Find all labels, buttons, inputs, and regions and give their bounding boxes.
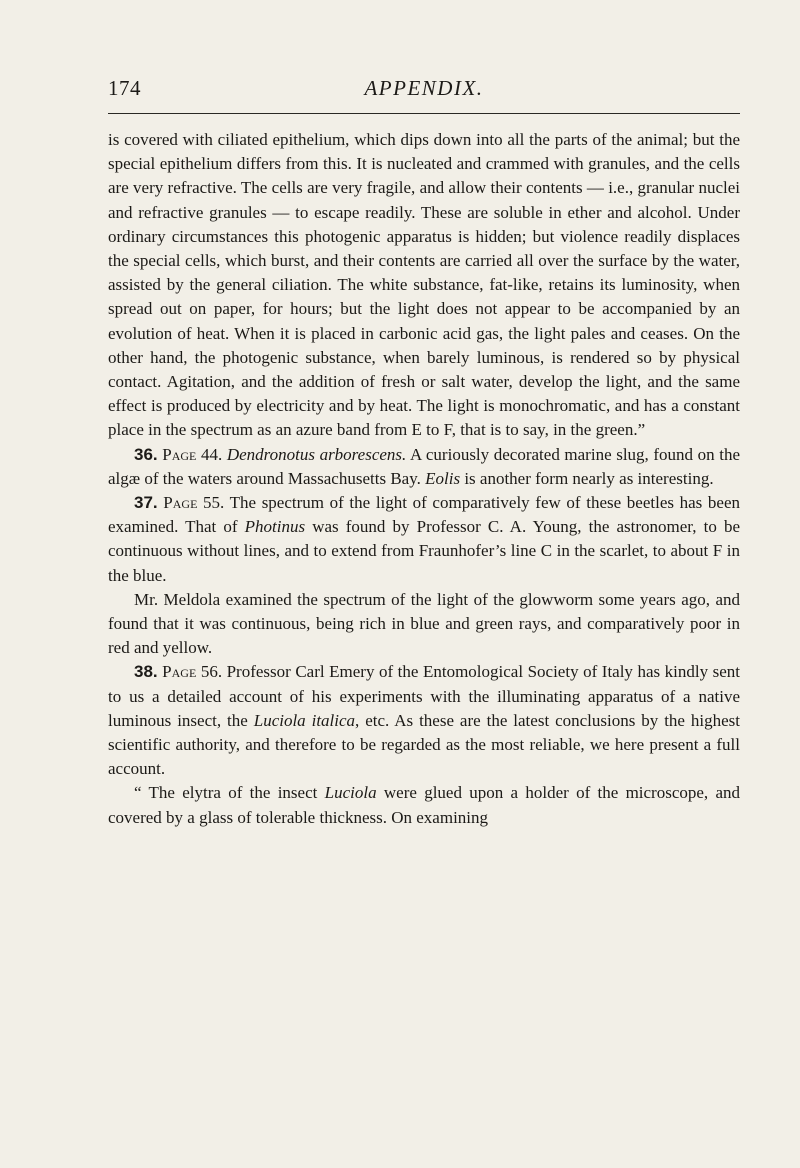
note-text: , etc. As these are the latest conclusions by the highest scientific authority, and therefore to be regarded as the most reliable, we here present a full account. (108, 710, 740, 779)
note-number: 38. (134, 662, 158, 682)
species-name: Luciola italica (253, 710, 356, 730)
note-text: Professor Carl Emery of the Entomological Society of Italy has kindly sent to us a detailed account of his experiments with the illuminating apparatus of a native luminous insect, the (108, 662, 741, 730)
body-text (108, 128, 740, 830)
page-reference: Page 56. (162, 662, 223, 682)
note-text: A curiously decorated marine slug, found on the algæ of the waters around Massachusetts Bay. (108, 444, 741, 488)
note-number: 37. (134, 493, 158, 513)
running-title: APPENDIX. (364, 76, 484, 100)
header-rule (108, 113, 740, 114)
page-reference: Page 44. (162, 444, 223, 464)
genus-name: Luciola (324, 783, 377, 803)
quote-text: “ The elytra of the insect (134, 783, 325, 803)
note-text: is another form nearly as interesting. (460, 468, 714, 488)
paragraph-quote (108, 781, 740, 829)
genus-name: Photinus (244, 517, 306, 537)
page-reference: Page 55. (163, 493, 225, 513)
species-name: Dendronotus arborescens. (226, 444, 407, 464)
genus-name: Eolis (425, 468, 461, 488)
paragraph-continuation: is covered with ciliated epithelium, which dips down into all the parts of the animal; but the special epithelium differs from this. It is nucleated and crammed with granules, and the cells are very refractive. The cells are very fragile, and allow their contents — i.e., granular nuclei and refractive granules — to escape readily. These are soluble in ether and alcohol. Under ordinary circumstances this photogenic apparatus is hidden; but violence readily displaces the special cells, which burst, and their contents are carried all over the surface by the water, assisted by the general ciliation. The white substance, fat-like, retains its luminosity, when spread out on paper, for hours; but the light does not appear to be accompanied by an evolution of heat. When it is placed in carbonic acid gas, the light pales and ceases. On the other hand, the photogenic substance, when barely luminous, is rendered so by physical contact. Agitation, and the addition of fresh or salt water, develop the light, and the same effect is produced by electricity and by heat. The light is monochromatic, and has a constant place in the spectrum as an azure band from E to F, that is to say, in the green.” (108, 130, 740, 440)
note-38 (108, 660, 740, 781)
quote-text: were glued upon a holder of the microscope, and covered by a glass of tolerable thickness. On examining (108, 783, 741, 827)
note-text: was found by Professor C. A. Young, the astronomer, to be continuous without lines, and to extend from Fraunhofer’s line C in the scarlet, to about F in the blue. (108, 517, 740, 585)
page-number: 174 (108, 76, 141, 100)
note-text: The spectrum of the light of comparatively few of these beetles has been examined. That of (108, 493, 741, 537)
note-36 (108, 443, 740, 491)
running-head (108, 76, 740, 106)
paragraph-meldola: Mr. Meldola examined the spectrum of the light of the glowworm some years ago, and found that it was continuous, being rich in blue and green rays, and comparatively poor in red and yellow. (108, 589, 740, 658)
note-37 (108, 491, 740, 588)
note-number: 36. (134, 444, 158, 464)
